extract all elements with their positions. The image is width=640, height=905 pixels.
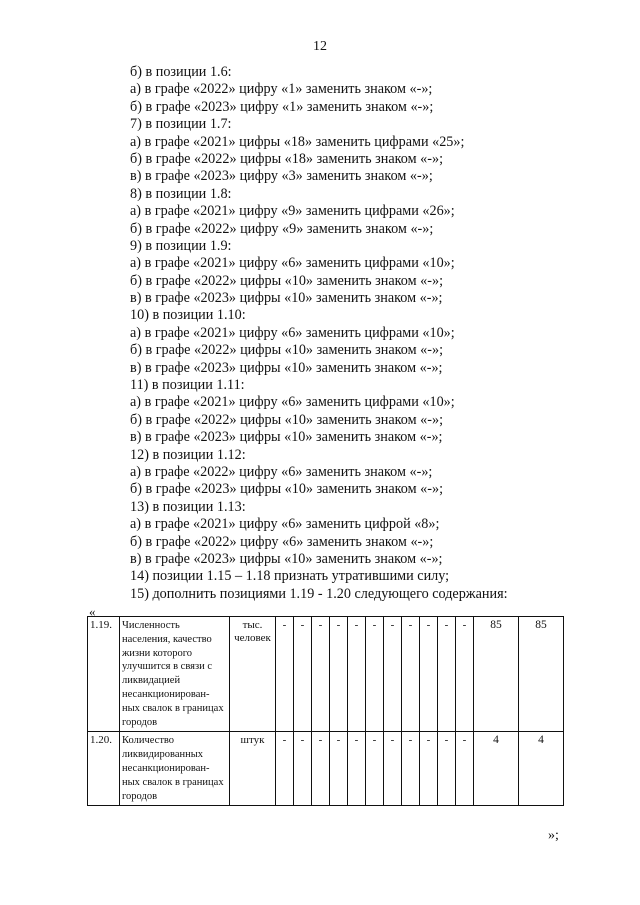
amendment-line: в) в графе «2023» цифры «10» заменить знаком «-»; [130, 290, 443, 307]
dash-cell: - [312, 617, 330, 732]
amendment-line: а) в графе «2021» цифру «6» заменить цифрами «10»; [130, 255, 455, 272]
amendment-line: в) в графе «2023» цифры «10» заменить знаком «-»; [130, 429, 443, 446]
amendment-line: 15) дополнить позициями 1.19 - 1.20 следующего содержания: [130, 585, 508, 602]
amendment-line: б) в графе «2022» цифры «18» заменить знаком «-»; [130, 150, 444, 167]
dash-cell: - [402, 732, 420, 806]
dash-cell: - [330, 732, 348, 806]
dash-cell: - [420, 732, 438, 806]
value-cell: 85 [474, 617, 519, 732]
amendment-line: а) в графе «2022» цифру «1» заменить знаком «-»; [130, 81, 433, 98]
amendment-line: 8) в позиции 1.8: [130, 185, 232, 202]
amendment-line: а) в графе «2021» цифру «9» заменить цифрами «26»; [130, 203, 455, 220]
dash-cell: - [420, 617, 438, 732]
position-number: 1.19. [88, 617, 120, 732]
dash-cell: - [276, 617, 294, 732]
indicator-name: Количество ликвидированных несанкционирован-ных свалок в границах городов [120, 732, 230, 806]
dash-cell: - [330, 617, 348, 732]
dash-cell: - [384, 732, 402, 806]
dash-cell: - [366, 732, 384, 806]
amendment-line: а) в графе «2021» цифру «6» заменить цифрой «8»; [130, 516, 440, 533]
value-cell: 85 [519, 617, 564, 732]
dash-cell: - [276, 732, 294, 806]
amendment-line: 9) в позиции 1.9: [130, 237, 232, 254]
table-row [88, 732, 564, 806]
positions-table [87, 616, 564, 806]
dash-cell: - [384, 617, 402, 732]
amendment-line: 7) в позиции 1.7: [130, 116, 232, 133]
dash-cell: - [438, 617, 456, 732]
amendment-line: б) в графе «2022» цифру «9» заменить знаком «-»; [130, 220, 434, 237]
value-cell: 4 [474, 732, 519, 806]
closing-quote: »; [548, 828, 559, 843]
amendment-line: б) в графе «2022» цифры «10» заменить знаком «-»; [130, 342, 444, 359]
dash-cell: - [456, 617, 474, 732]
dash-cell: - [312, 732, 330, 806]
dash-cell: - [348, 732, 366, 806]
dash-cell: - [438, 732, 456, 806]
amendment-line: в) в графе «2023» цифру «3» заменить знаком «-»; [130, 168, 433, 185]
amendment-line: б) в графе «2022» цифру «6» заменить знаком «-»; [130, 533, 434, 550]
amendment-line: а) в графе «2021» цифру «6» заменить цифрами «10»; [130, 324, 455, 341]
amendment-line: а) в графе «2021» цифру «6» заменить цифрами «10»; [130, 394, 455, 411]
amendment-list [130, 64, 508, 603]
amendment-line: 11) в позиции 1.11: [130, 377, 245, 394]
dash-cell: - [294, 732, 312, 806]
opening-quote: « [89, 604, 96, 619]
table-row [88, 617, 564, 732]
amendment-line: б) в графе «2022» цифры «10» заменить знаком «-»; [130, 272, 444, 289]
value-cell: 4 [519, 732, 564, 806]
dash-cell: - [402, 617, 420, 732]
amendment-line: б) в графе «2023» цифру «1» заменить знаком «-»; [130, 98, 434, 115]
dash-cell: - [366, 617, 384, 732]
amendment-line: в) в графе «2023» цифры «10» заменить знаком «-»; [130, 550, 443, 567]
dash-cell: - [456, 732, 474, 806]
dash-cell: - [348, 617, 366, 732]
amendment-line: 12) в позиции 1.12: [130, 446, 246, 463]
amendment-line: б) в графе «2023» цифры «10» заменить знаком «-»; [130, 481, 444, 498]
dash-cell: - [294, 617, 312, 732]
indicator-name: Численность населения, качество жизни которого улучшится в связи с ликвидацией несанкционирован-ных свалок в границах городов [120, 617, 230, 732]
unit-of-measure: тыс. человек [230, 617, 276, 732]
page-number: 12 [313, 39, 327, 54]
position-number: 1.20. [88, 732, 120, 806]
amendment-line: б) в графе «2022» цифры «10» заменить знаком «-»; [130, 411, 444, 428]
amendment-line: б) в позиции 1.6: [130, 64, 232, 80]
amendment-line: в) в графе «2023» цифры «10» заменить знаком «-»; [130, 359, 443, 376]
amendment-line: 14) позиции 1.15 – 1.18 признать утратившими силу; [130, 568, 450, 585]
unit-of-measure: штук [230, 732, 276, 806]
amendment-line: а) в графе «2021» цифры «18» заменить цифрами «25»; [130, 133, 465, 150]
amendment-line: 10) в позиции 1.10: [130, 307, 246, 324]
amendment-line: а) в графе «2022» цифру «6» заменить знаком «-»; [130, 463, 433, 480]
amendment-line: 13) в позиции 1.13: [130, 498, 246, 515]
